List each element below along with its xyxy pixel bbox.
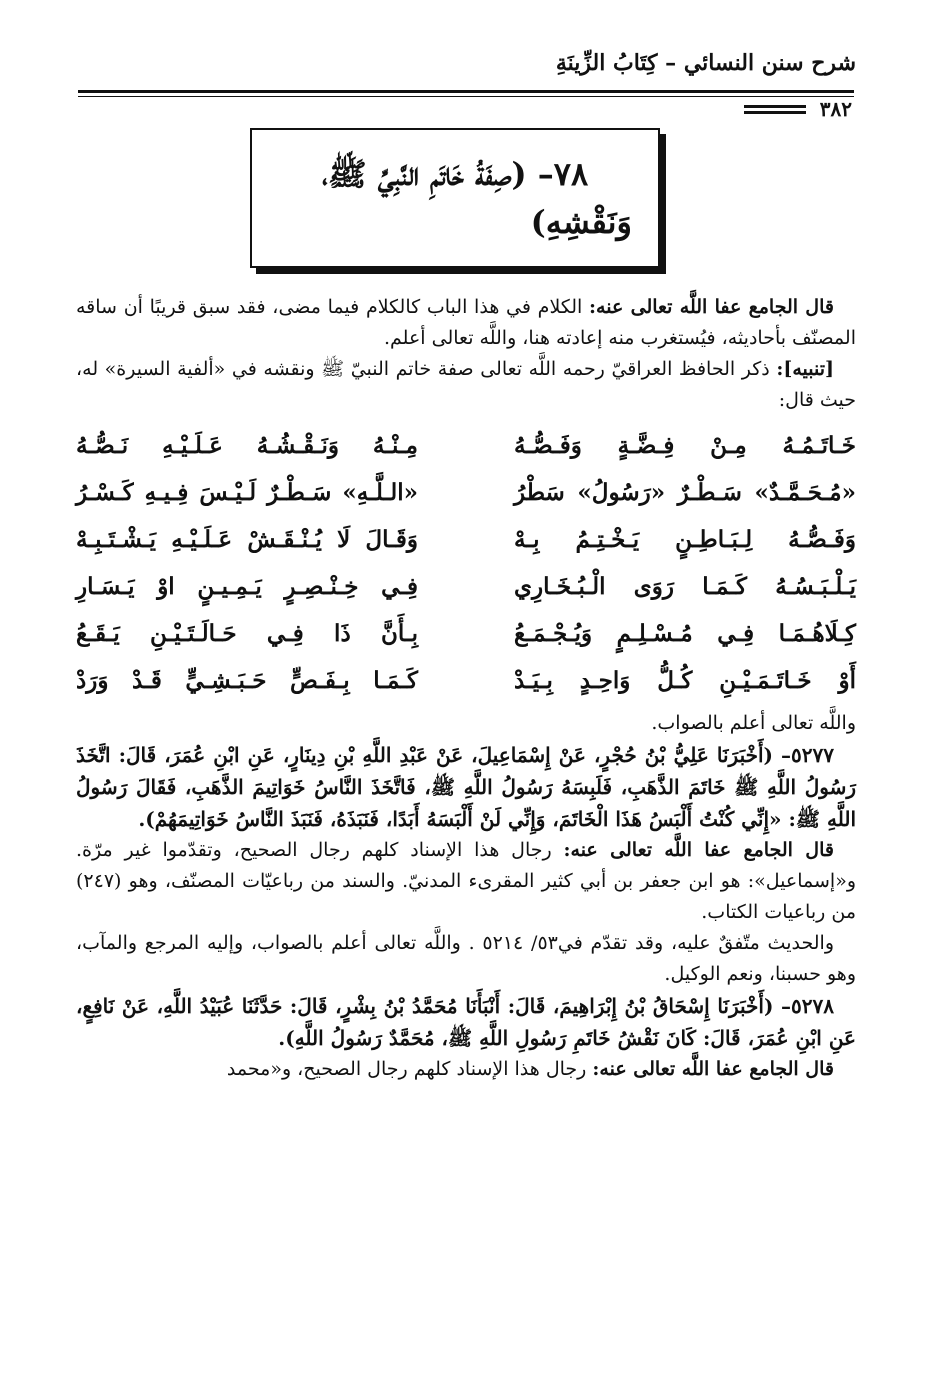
page-body bbox=[76, 292, 856, 1085]
note-lead: [تنبيه]: bbox=[776, 358, 834, 380]
verse-first-hemistich: وَفَـصُّـهُ لِـبَـاطِـنٍ يَـخْـتِـمُ بِـهْ bbox=[514, 526, 856, 553]
page-number: ٣٨٢ bbox=[819, 97, 852, 121]
page-number-rules bbox=[744, 105, 806, 114]
verse-first-hemistich: أَوْ خَـاتَـمَـيْـنِ كُـلُّ وَاحِـدٍ بِـيَـدْ bbox=[514, 667, 856, 694]
verse-second-hemistich: فِـي خِـنْـصِـرٍ يَـمِـيـنٍ اوْ يَـسَـارِ bbox=[76, 573, 418, 600]
verse-second-hemistich: «الـلَّـهِ» سَـطْـرٌ لَـيْـسَ فِـيـهِ كَـسْـرُ bbox=[76, 479, 418, 506]
verse-first-hemistich: «مُـحَـمَّـدٌ» سَـطْـرٌ «رَسُولُ» سَطْرُ bbox=[514, 479, 856, 506]
closing-line: واللَّه تعالى أعلم بالصواب. bbox=[651, 712, 856, 734]
poem bbox=[76, 422, 856, 704]
poem-verse bbox=[76, 657, 856, 704]
commentary-paragraph bbox=[76, 1054, 856, 1085]
commentator-lead: قال الجامع عفا اللَّه تعالى عنه: bbox=[563, 839, 834, 861]
paragraph-text: رجال هذا الإسناد كلهم رجال الصحيح، وتقدّموا غير مرّة. و«إسماعيل»: هو ابن جعفر بن أبي كثير المقرىء المدنيّ. والسند من رباعيّات المصنّف، وهو (٢٤٧) من رباعيات الكتاب. bbox=[76, 839, 856, 923]
chapter-title-box bbox=[250, 128, 660, 268]
verse-second-hemistich: مِـنْـهُ وَنَـقْـشُـهُ عَـلَـيْـهِ نَـصُّـهُ bbox=[76, 432, 418, 459]
chapter-title-line1: ٧٨– (صِفَةُ خَاتَمِ النَّبِيِّ ﷺ، bbox=[321, 155, 589, 193]
page-number-block bbox=[744, 97, 852, 121]
verse-second-hemistich: وَقَـالَ لَا يُـنْـقَـشْ عَـلَـيْـهِ يَـشْـتَـبِـهْ bbox=[76, 526, 418, 553]
poem-verse bbox=[76, 469, 856, 516]
verse-first-hemistich: يَـلْـبَـسُـهُ كَـمَـا رَوَى الْـبُـخَـارِي bbox=[514, 573, 856, 600]
chapter-title-line2: وَنَقْشِهِ) bbox=[530, 203, 632, 241]
poem-verse bbox=[76, 563, 856, 610]
hadith-5277: ٥٢٧٧– (أَخْبَرَنَا عَلِيُّ بْنُ حُجْرٍ، عَنْ إِسْمَاعِيلَ، عَنْ عَبْدِ اللَّهِ بْنِ دِينَارٍ، عَنِ ابْنِ عُمَرَ، قَالَ: اتَّخَذَ رَسُولُ اللَّهِ ﷺ خَاتَمَ الذَّهَبِ، فَلَبِسَهُ رَسُولُ اللَّهِ ﷺ، فَاتَّخَذَ النَّاسُ خَوَاتِيمَ الذَّهَبِ، فَقَالَ رَسُولُ اللَّهِ ﷺ: «إِنِّي كُنْتُ أَلْبَسُ هَذَا الْخَاتَمَ، وَإِنِّي لَنْ أَلْبَسَهُ أَبَدًا، فَنَبَذَهُ، فَنَبَذَ النَّاسُ خَوَاتِيمَهُمْ). bbox=[76, 743, 856, 831]
header-rule bbox=[78, 90, 854, 93]
commentator-lead: قال الجامع عفا اللَّه تعالى عنه: bbox=[589, 296, 834, 318]
poem-verse bbox=[76, 516, 856, 563]
header-rule-thin bbox=[78, 96, 854, 97]
verse-second-hemistich: كَـمَـا بِـفَـصٍّ حَـبَـشِـيٍّ قَـدْ وَرَدْ bbox=[76, 667, 418, 694]
hadith-5278: ٥٢٧٨– (أَخْبَرَنَا إِسْحَاقُ بْنُ إِبْرَاهِيمَ، قَالَ: أَنْبَأَنَا مُحَمَّدُ بْنُ بِشْرٍ، قَالَ: حَدَّثَنَا عُبَيْدُ اللَّهِ، عَنْ نَافِعٍ، عَنِ ابْنِ عُمَرَ، قَالَ: كَانَ نَقْشُ خَاتَمِ رَسُولِ اللَّهِ ﷺ، مُحَمَّدٌ رَسُولُ اللَّهِ). bbox=[76, 994, 856, 1050]
verse-first-hemistich: خَـاتَـمُـهُ مِـنْ فِـضَّـةٍ وَفَـصُّـهُ bbox=[514, 432, 856, 459]
verse-second-hemistich: بِـأَنَّ ذَا فِـي حَـالَـتَـيْـنِ يَـقَـعُ bbox=[76, 620, 418, 647]
commentator-lead: قال الجامع عفا اللَّه تعالى عنه: bbox=[592, 1058, 834, 1080]
verse-first-hemistich: كِـلَاهُـمَـا فِـي مُـسْـلِـمٍ وَيُـجْـمَـعُ bbox=[514, 620, 856, 647]
poem-verse bbox=[76, 422, 856, 469]
poem-verse bbox=[76, 610, 856, 657]
running-head: شرح سنن النسائي – كِتَابُ الزِّينَةِ bbox=[555, 50, 856, 76]
paragraph-text: الكلام في هذا الباب كالكلام فيما مضى، فقد سبق قريبًا أن ساقه المصنّف بأحاديثه، فيُستغرب منه إعادته هنا، واللَّه تعالى أعلم. bbox=[76, 296, 856, 349]
commentary-paragraph: والحديث متّفقٌ عليه، وقد تقدّم في٥٣/ ٥٢١٤ . واللَّه تعالى أعلم بالصواب، وإليه المرجع والمآب، وهو حسبنا، ونعم الوكيل. bbox=[76, 932, 856, 985]
commentary-paragraph bbox=[76, 292, 856, 354]
note-paragraph bbox=[76, 354, 856, 416]
paragraph-text: رجال هذا الإسناد كلهم رجال الصحيح، و«محمد bbox=[226, 1058, 593, 1080]
commentary-paragraph bbox=[76, 835, 856, 928]
paragraph-text: ذكر الحافظ العراقيّ رحمه اللَّه تعالى صفة خاتم النبيّ ﷺ ونقشه في «ألفية السيرة» له، حيث قال: bbox=[76, 358, 856, 411]
